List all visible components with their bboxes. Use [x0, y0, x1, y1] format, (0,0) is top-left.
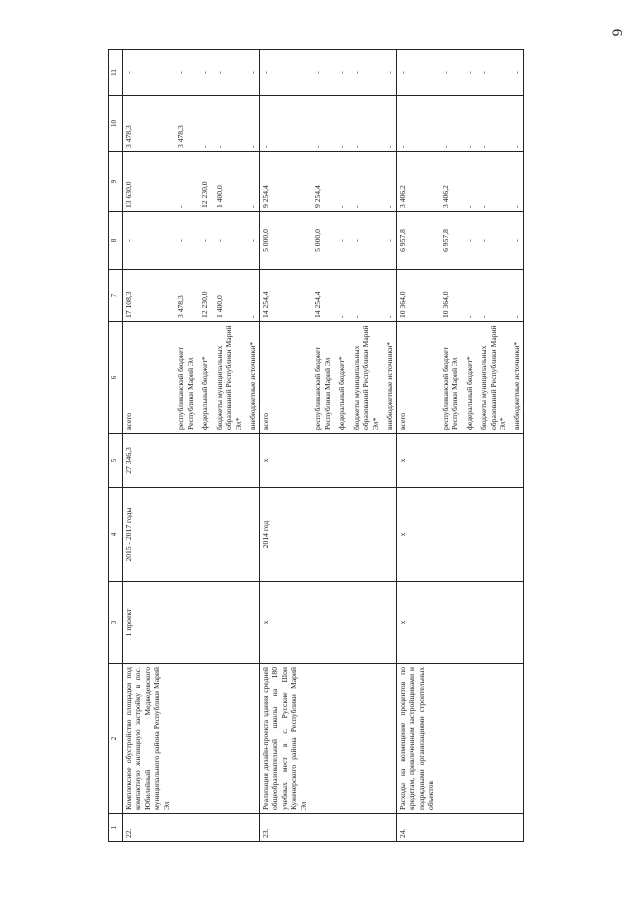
row-number — [309, 814, 333, 842]
column-header: 4 — [109, 488, 123, 582]
amount-total: - — [381, 270, 396, 322]
funding-source: всего — [123, 322, 173, 434]
row-number — [475, 814, 508, 842]
event-name — [196, 664, 210, 814]
amount-2016: 3 478,3 — [172, 96, 196, 152]
amount-2015: - — [244, 152, 259, 212]
amount-2016: 3 478,3 — [123, 96, 173, 152]
period — [437, 488, 461, 582]
event-name — [475, 664, 508, 814]
total-cost — [508, 434, 523, 488]
column-header: 1 — [109, 814, 123, 842]
amount-2015: 3 406,2 — [437, 152, 461, 212]
total-cost — [333, 434, 347, 488]
row-number: 23. — [259, 814, 309, 842]
amount-total: 10 364,0 — [396, 270, 436, 322]
event-name — [348, 664, 381, 814]
total-cost — [461, 434, 475, 488]
indicator — [333, 582, 347, 664]
indicator — [211, 582, 244, 664]
period — [475, 488, 508, 582]
funding-source: внебюджетные источники* — [381, 322, 396, 434]
amount-2014: - — [244, 212, 259, 270]
amount-2017: - — [123, 50, 173, 96]
amount-2014: - — [172, 212, 196, 270]
amount-2015: 12 230,0 — [196, 152, 210, 212]
amount-2016: - — [211, 96, 244, 152]
amount-2017: - — [333, 50, 347, 96]
amount-2017: - — [508, 50, 523, 96]
indicator: 1 проект — [123, 582, 173, 664]
table-row — [196, 50, 210, 842]
amount-2015: 9 254,4 — [309, 152, 333, 212]
amount-2015: - — [348, 152, 381, 212]
amount-2015: - — [461, 152, 475, 212]
amount-2015: - — [381, 152, 396, 212]
amount-2014: 6 957,8 — [437, 212, 461, 270]
indicator — [461, 582, 475, 664]
total-cost — [172, 434, 196, 488]
indicator — [381, 582, 396, 664]
total-cost: x — [396, 434, 436, 488]
amount-2014: 5 000,0 — [309, 212, 333, 270]
table-row — [123, 50, 173, 842]
amount-total: - — [508, 270, 523, 322]
table-row — [381, 50, 396, 842]
total-cost — [348, 434, 381, 488]
table-row — [244, 50, 259, 842]
column-header: 11 — [109, 50, 123, 96]
amount-total: 3 478,3 — [172, 270, 196, 322]
column-header: 10 — [109, 96, 123, 152]
period: 2014 год — [259, 488, 309, 582]
funding-source: федеральный бюджет* — [461, 322, 475, 434]
event-name — [461, 664, 475, 814]
column-header: 8 — [109, 212, 123, 270]
amount-2016: - — [437, 96, 461, 152]
event-name — [333, 664, 347, 814]
amount-2015: - — [172, 152, 196, 212]
amount-total: 14 254,4 — [259, 270, 309, 322]
event-name — [309, 664, 333, 814]
amount-total: - — [461, 270, 475, 322]
amount-2017: - — [244, 50, 259, 96]
amount-2016: - — [508, 96, 523, 152]
total-cost: x — [259, 434, 309, 488]
column-header: 7 — [109, 270, 123, 322]
funding-source: республиканский бюджет Республики Марий Эл — [172, 322, 196, 434]
column-header: 6 — [109, 322, 123, 434]
amount-2017: - — [475, 50, 508, 96]
total-cost — [381, 434, 396, 488]
funding-source: бюджеты муниципальных образований Республики Марий Эл* — [475, 322, 508, 434]
amount-total: - — [333, 270, 347, 322]
total-cost — [309, 434, 333, 488]
amount-2016: - — [396, 96, 436, 152]
amount-2014: - — [348, 212, 381, 270]
table-row — [259, 50, 309, 842]
indicator — [508, 582, 523, 664]
row-number — [244, 814, 259, 842]
amount-total: 12 230,0 — [196, 270, 210, 322]
period: 2015 - 2017 годы — [123, 488, 173, 582]
amount-total: 1 400,0 — [211, 270, 244, 322]
event-name: Расходы на возмещение процентов по кредитам, привлеченным застройщиками и подрядными организациями строительных объектов — [396, 664, 436, 814]
amount-2015: 3 406,2 — [396, 152, 436, 212]
indicator — [475, 582, 508, 664]
total-cost — [211, 434, 244, 488]
amount-2014: - — [196, 212, 210, 270]
row-number — [437, 814, 461, 842]
indicator: x — [259, 582, 309, 664]
amount-total: 14 254,4 — [309, 270, 333, 322]
event-name — [437, 664, 461, 814]
funding-source: внебюджетные источники* — [244, 322, 259, 434]
amount-2015: 9 254,4 — [259, 152, 309, 212]
amount-2016: - — [196, 96, 210, 152]
funding-source: федеральный бюджет* — [333, 322, 347, 434]
funding-source: бюджеты муниципальных образований Республики Марий Эл* — [211, 322, 244, 434]
row-number: 22. — [123, 814, 173, 842]
column-number-row — [109, 50, 123, 842]
period — [172, 488, 196, 582]
period — [461, 488, 475, 582]
table-row — [348, 50, 381, 842]
page-number: 6 — [608, 28, 625, 37]
row-number — [211, 814, 244, 842]
amount-2014: 5 000,0 — [259, 212, 309, 270]
amount-2015: - — [333, 152, 347, 212]
column-header: 2 — [109, 664, 123, 814]
amount-2017: - — [211, 50, 244, 96]
funding-source: всего — [396, 322, 436, 434]
amount-2017: - — [172, 50, 196, 96]
column-header: 3 — [109, 582, 123, 664]
row-number — [348, 814, 381, 842]
period — [348, 488, 381, 582]
table-row — [437, 50, 461, 842]
column-header: 9 — [109, 152, 123, 212]
indicator — [309, 582, 333, 664]
event-name — [172, 664, 196, 814]
row-number — [508, 814, 523, 842]
period — [196, 488, 210, 582]
column-header: 5 — [109, 434, 123, 488]
indicator — [196, 582, 210, 664]
amount-2014: - — [475, 212, 508, 270]
event-name — [508, 664, 523, 814]
rotated-table-sheet — [108, 50, 540, 842]
amount-2017: - — [309, 50, 333, 96]
period: x — [396, 488, 436, 582]
amount-2014: - — [211, 212, 244, 270]
table-row — [475, 50, 508, 842]
row-number — [381, 814, 396, 842]
indicator — [437, 582, 461, 664]
event-name: Комплексное обустройство площадки под компактную жилищную застройку в пос. Юбилейный Медведевского муниципального района Республики Марий Эл — [123, 664, 173, 814]
amount-2017: - — [348, 50, 381, 96]
event-name — [381, 664, 396, 814]
total-cost — [475, 434, 508, 488]
amount-2016: - — [461, 96, 475, 152]
period — [309, 488, 333, 582]
funding-source: республиканский бюджет Республики Марий Эл — [437, 322, 461, 434]
indicator — [172, 582, 196, 664]
period — [333, 488, 347, 582]
period — [211, 488, 244, 582]
amount-2016: - — [309, 96, 333, 152]
amount-total: - — [475, 270, 508, 322]
amount-2017: - — [259, 50, 309, 96]
row-number — [196, 814, 210, 842]
amount-total: - — [348, 270, 381, 322]
row-number: 24. — [396, 814, 436, 842]
table-row — [333, 50, 347, 842]
indicator — [244, 582, 259, 664]
total-cost: 27 346,3 — [123, 434, 173, 488]
total-cost — [196, 434, 210, 488]
amount-2014: 6 957,8 — [396, 212, 436, 270]
table-row — [396, 50, 436, 842]
funding-source: бюджеты муниципальных образований Республики Марий Эл* — [348, 322, 381, 434]
amount-2017: - — [437, 50, 461, 96]
row-number — [172, 814, 196, 842]
amount-2017: - — [381, 50, 396, 96]
amount-2014: - — [333, 212, 347, 270]
period — [381, 488, 396, 582]
amount-2015: - — [475, 152, 508, 212]
amount-total: 10 364,0 — [437, 270, 461, 322]
amount-2016: - — [333, 96, 347, 152]
table-row — [508, 50, 523, 842]
indicator — [348, 582, 381, 664]
amount-2016: - — [244, 96, 259, 152]
total-cost — [437, 434, 461, 488]
amount-2017: - — [396, 50, 436, 96]
indicator: x — [396, 582, 436, 664]
table-row — [211, 50, 244, 842]
amount-2017: - — [196, 50, 210, 96]
row-number — [333, 814, 347, 842]
amount-2016: - — [348, 96, 381, 152]
amount-2014: - — [123, 212, 173, 270]
row-number — [461, 814, 475, 842]
amount-2014: - — [508, 212, 523, 270]
amount-2015: 1 400,0 — [211, 152, 244, 212]
event-name: Реализация дизайн-проекта здания средней общеобразовательной школы на 180 учебных мест в с. Русские Шои Куженерского района Республики Марий Эл — [259, 664, 309, 814]
period — [244, 488, 259, 582]
amount-total: 17 108,3 — [123, 270, 173, 322]
table-row — [172, 50, 196, 842]
amount-2014: - — [461, 212, 475, 270]
amount-2015: - — [508, 152, 523, 212]
amount-2016: - — [259, 96, 309, 152]
event-name — [211, 664, 244, 814]
table-row — [461, 50, 475, 842]
total-cost — [244, 434, 259, 488]
amount-2016: - — [475, 96, 508, 152]
table-body — [123, 50, 524, 842]
event-name — [244, 664, 259, 814]
amount-total: - — [244, 270, 259, 322]
funding-source: внебюджетные источники* — [508, 322, 523, 434]
table-row — [309, 50, 333, 842]
amount-2016: - — [381, 96, 396, 152]
amount-2017: - — [461, 50, 475, 96]
funding-source: республиканский бюджет Республики Марий Эл — [309, 322, 333, 434]
amount-2014: - — [381, 212, 396, 270]
amount-2015: 13 630,0 — [123, 152, 173, 212]
program-table — [108, 49, 524, 842]
funding-source: всего — [259, 322, 309, 434]
period — [508, 488, 523, 582]
funding-source: федеральный бюджет* — [196, 322, 210, 434]
